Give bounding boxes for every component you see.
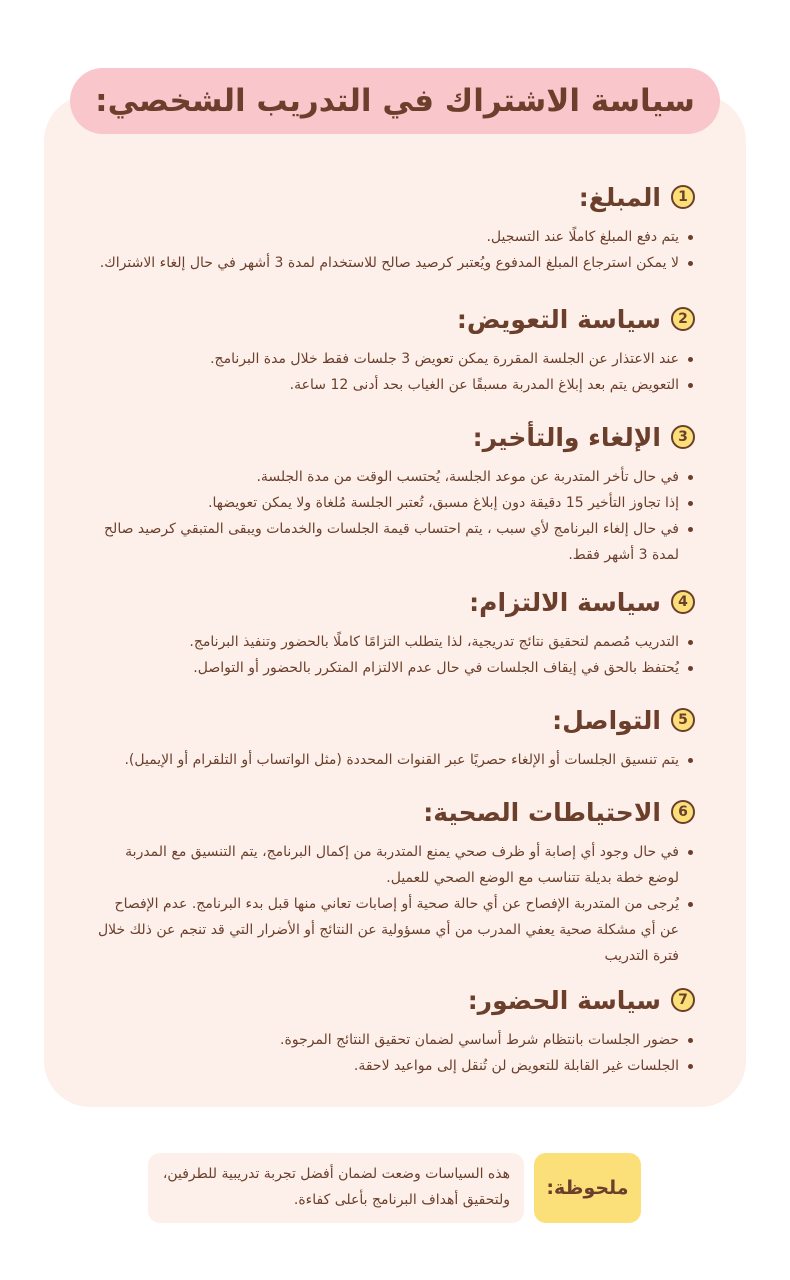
number-badge-icon: 7: [671, 988, 695, 1012]
section-heading: [92, 180, 695, 214]
list-item: في حال تأخر المتدربة عن موعد الجلسة، يُحتسب الوقت من مدة الجلسة.: [92, 464, 695, 490]
list-item: في حال إلغاء البرنامج لأي سبب ، يتم احتساب قيمة الجلسات والخدمات ويبقى المتبقي كرصيد صالح لمدة 3 أشهر فقط.: [92, 516, 695, 568]
section-title: سياسة الالتزام:: [469, 587, 661, 617]
list-item: يتم تنسيق الجلسات أو الإلغاء حصريًا عبر القنوات المحددة (مثل الواتساب أو التلقرام أو الإيميل).: [92, 747, 695, 773]
list-item: يتم دفع المبلغ كاملًا عند التسجيل.: [92, 224, 695, 250]
list-item: لا يمكن استرجاع المبلغ المدفوع ويُعتبر كرصيد صالح للاستخدام لمدة 3 أشهر في حال إلغاء الاشتراك.: [92, 250, 695, 276]
section-title: سياسة التعويض:: [456, 304, 661, 334]
bullet-list: [92, 346, 695, 398]
section-commitment: [92, 585, 695, 681]
section-health: [92, 795, 695, 969]
list-item: حضور الجلسات بانتظام شرط أساسي لضمان تحقيق النتائج المرجوة.: [92, 1027, 695, 1053]
section-heading: [92, 585, 695, 619]
number-badge-icon: 6: [671, 800, 695, 824]
number-badge-icon: 1: [671, 185, 695, 209]
number-badge-icon: 2: [671, 307, 695, 331]
list-item: في حال وجود أي إصابة أو ظرف صحي يمنع المتدربة من إكمال البرنامج، يتم التنسيق مع المدربة لوضع خطة بديلة تتناسب مع الوضع الصحي للعميل.: [92, 839, 695, 891]
section-title: سياسة الحضور:: [467, 985, 661, 1015]
list-item: إذا تجاوز التأخير 15 دقيقة دون إبلاغ مسبق، تُعتبر الجلسة مُلغاة ولا يمكن تعويضها.: [92, 490, 695, 516]
section-attendance: [92, 983, 695, 1079]
section-title: المبلغ:: [578, 182, 661, 212]
list-item: عند الاعتذار عن الجلسة المقررة يمكن تعويض 3 جلسات فقط خلال مدة البرنامج.: [92, 346, 695, 372]
section-cancellation: [92, 420, 695, 568]
section-heading: [92, 420, 695, 454]
section-heading: [92, 703, 695, 737]
list-item: الجلسات غير القابلة للتعويض لن تُنقل إلى مواعيد لاحقة.: [92, 1053, 695, 1079]
list-item: يُحتفظ بالحق في إيقاف الجلسات في حال عدم الالتزام المتكرر بالحضور أو التواصل.: [92, 655, 695, 681]
bullet-list: [92, 747, 695, 773]
number-badge-icon: 3: [671, 425, 695, 449]
section-amount: [92, 180, 695, 276]
section-communication: [92, 703, 695, 773]
note-label: ملحوظة:: [534, 1153, 641, 1223]
bullet-list: [92, 839, 695, 969]
bullet-list: [92, 224, 695, 276]
list-item: التعويض يتم بعد إبلاغ المدربة مسبقًا عن الغياب بحد أدنى 12 ساعة.: [92, 372, 695, 398]
list-item: يُرجى من المتدربة الإفصاح عن أي حالة صحية أو إصابات تعاني منها قبل بدء البرنامج. عدم الإفصاح عن أي مشكلة صحية يعفي المدرب من أي مسؤولية عن النتائج أو الأضرار التي قد تنجم عن ذلك خلال فترة التدريب: [92, 891, 695, 969]
page-title: سياسة الاشتراك في التدريب الشخصي:: [95, 83, 695, 119]
title-banner: [70, 68, 720, 134]
bullet-list: [92, 464, 695, 568]
bullet-list: [92, 629, 695, 681]
bullet-list: [92, 1027, 695, 1079]
note-text: هذه السياسات وضعت لضمان أفضل تجربة تدريبية للطرفين، ولتحقيق أهداف البرنامج بأعلى كفاءة.: [148, 1153, 524, 1223]
section-title: الاحتياطات الصحية:: [423, 797, 661, 827]
section-title: الإلغاء والتأخير:: [472, 422, 661, 452]
number-badge-icon: 5: [671, 708, 695, 732]
section-heading: [92, 302, 695, 336]
section-compensation: [92, 302, 695, 398]
section-heading: [92, 795, 695, 829]
section-title: التواصل:: [552, 705, 661, 735]
list-item: التدريب مُصمم لتحقيق نتائج تدريجية، لذا يتطلب التزامًا كاملًا بالحضور وتنفيذ البرنامج.: [92, 629, 695, 655]
number-badge-icon: 4: [671, 590, 695, 614]
section-heading: [92, 983, 695, 1017]
